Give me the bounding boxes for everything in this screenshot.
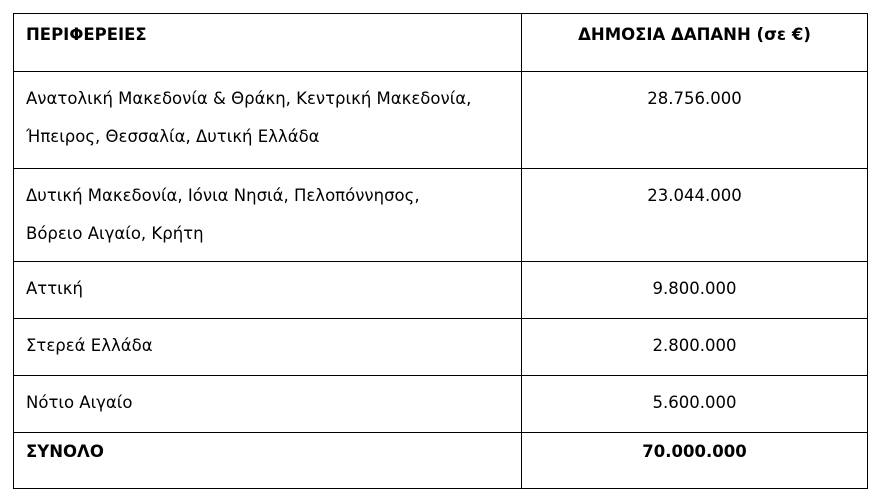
header-regions-label: ΠΕΡΙΦΕΡΕΙΕΣ (26, 25, 147, 44)
amount-cell (522, 72, 868, 169)
region-name-line: Στερεά Ελλάδα (26, 336, 153, 355)
amount-cell (522, 262, 868, 319)
region-cell (14, 72, 522, 169)
amount-value: 9.800.000 (652, 279, 737, 298)
region-name-line: Βόρειο Αιγαίο, Κρήτη (26, 224, 204, 243)
table-row (14, 376, 868, 433)
amount-value: 28.756.000 (647, 89, 742, 108)
region-name-line: Αττική (26, 279, 83, 298)
region-cell (14, 376, 522, 433)
regional-spending-table (13, 13, 868, 489)
total-label-cell (14, 433, 522, 489)
header-cell-regions (14, 14, 522, 72)
header-cell-spending (522, 14, 868, 72)
table-row (14, 319, 868, 376)
table-row (14, 262, 868, 319)
total-amount: 70.000.000 (642, 442, 747, 461)
region-name-line: Ήπειρος, Θεσσαλία, Δυτική Ελλάδα (26, 127, 320, 146)
amount-cell (522, 319, 868, 376)
total-amount-cell (522, 433, 868, 489)
region-name-line: Ανατολική Μακεδονία & Θράκη, Κεντρική Μακεδονία, (26, 89, 472, 108)
amount-cell (522, 376, 868, 433)
region-name-line: Δυτική Μακεδονία, Ιόνια Νησιά, Πελοπόννησος, (26, 186, 420, 205)
amount-value: 23.044.000 (647, 186, 742, 205)
table-row (14, 72, 868, 169)
amount-cell (522, 169, 868, 262)
header-spending-label: ΔΗΜΟΣΙΑ ΔΑΠΑΝΗ (σε €) (578, 25, 811, 44)
amount-value: 5.600.000 (652, 393, 737, 412)
table-header-row (14, 14, 868, 72)
region-cell (14, 262, 522, 319)
region-cell (14, 169, 522, 262)
table-row (14, 169, 868, 262)
region-name-line: Νότιο Αιγαίο (26, 393, 133, 412)
total-row (14, 433, 868, 489)
amount-value: 2.800.000 (652, 336, 737, 355)
region-cell (14, 319, 522, 376)
total-label: ΣΥΝΟΛΟ (26, 442, 104, 461)
